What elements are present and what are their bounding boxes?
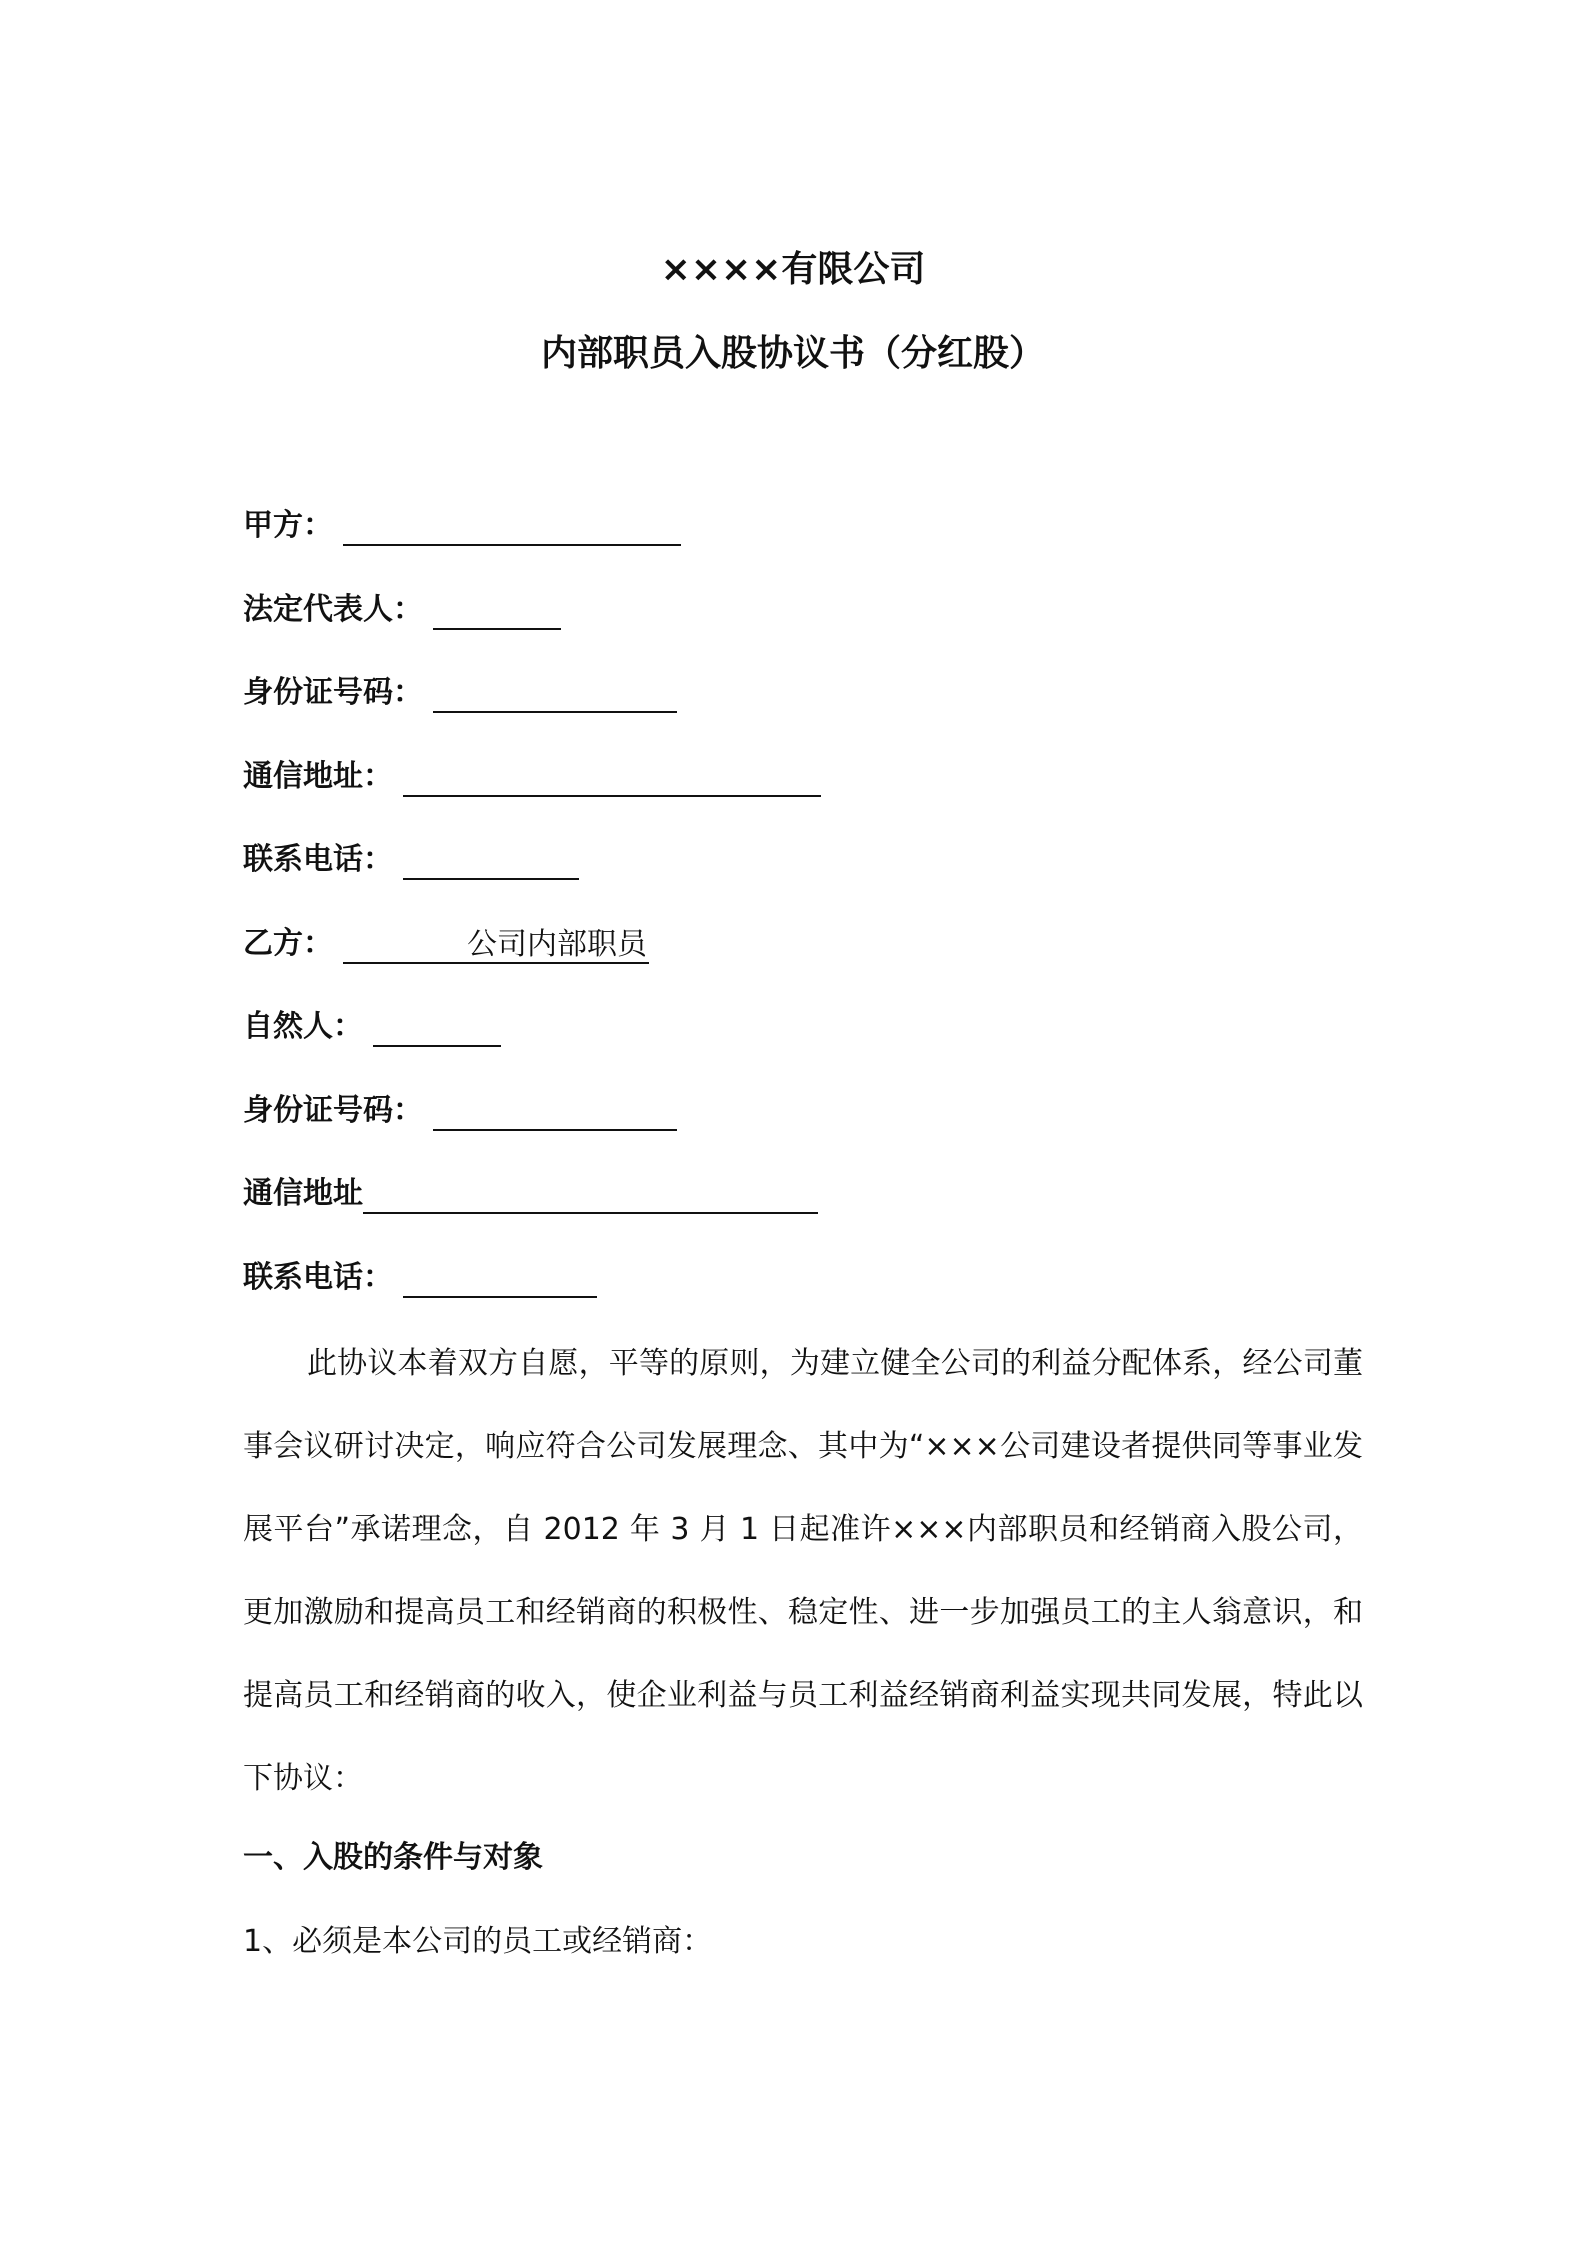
party-a-blank[interactable] [343, 508, 681, 546]
natural-person-row [243, 1003, 501, 1047]
document-title: ××××有限公司 [660, 249, 926, 290]
legal-rep-row [243, 586, 561, 630]
section-1-item-1: 1、必须是本公司的员工或经销商： [243, 1924, 713, 1959]
party-b-id-blank[interactable] [433, 1093, 677, 1131]
party-b-id-row [243, 1087, 677, 1131]
party-b-address-row [243, 1170, 818, 1214]
party-b-value[interactable]: 公司内部职员 [343, 926, 649, 964]
document-subtitle: 内部职员入股协议书（分红股） [540, 333, 1045, 374]
party-b-id-label: 身份证号码： [243, 1093, 423, 1128]
party-a-address-label: 通信地址： [243, 759, 393, 794]
party-b-label: 乙方： [243, 926, 333, 961]
party-a-address-row [243, 753, 821, 797]
party-b-phone-label: 联系电话： [243, 1260, 393, 1295]
party-a-address-blank[interactable] [403, 759, 821, 797]
party-a-id-row [243, 669, 677, 713]
natural-person-blank[interactable] [373, 1009, 501, 1047]
party-a-phone-blank[interactable] [403, 842, 579, 880]
party-b-phone-blank[interactable] [403, 1260, 597, 1298]
section-heading-1: 一、入股的条件与对象 [243, 1840, 543, 1875]
natural-person-label: 自然人： [243, 1009, 363, 1044]
party-b-row [243, 920, 649, 964]
legal-rep-label: 法定代表人： [243, 592, 423, 627]
party-a-phone-label: 联系电话： [243, 842, 393, 877]
party-b-phone-row [243, 1254, 597, 1298]
party-a-label: 甲方： [243, 508, 333, 543]
intro-paragraph: 此协议本着双方自愿，平等的原则，为建立健全公司的利益分配体系，经公司董事会议研讨决定，响应符合公司发展理念、其中为“×××公司建设者提供同等事业发展平台”承诺理念，自 2012 年 3 月 1 日起准许×××内部职员和经销商入股公司，更加激励和提高员工和经销商的积极性、稳定性、进一步加强员工的主人翁意识，和提高员工和经销商的收入，使企业利益与员工利益经销商利益实现共同发展，特此以下协议： [243, 1346, 1363, 1796]
legal-rep-blank[interactable] [433, 592, 561, 630]
party-a-id-label: 身份证号码： [243, 675, 423, 710]
party-a-id-blank[interactable] [433, 675, 677, 713]
party-b-address-blank[interactable] [363, 1176, 818, 1214]
party-a-row [243, 502, 681, 546]
party-a-phone-row [243, 836, 579, 880]
party-b-address-label: 通信地址 [243, 1176, 363, 1211]
